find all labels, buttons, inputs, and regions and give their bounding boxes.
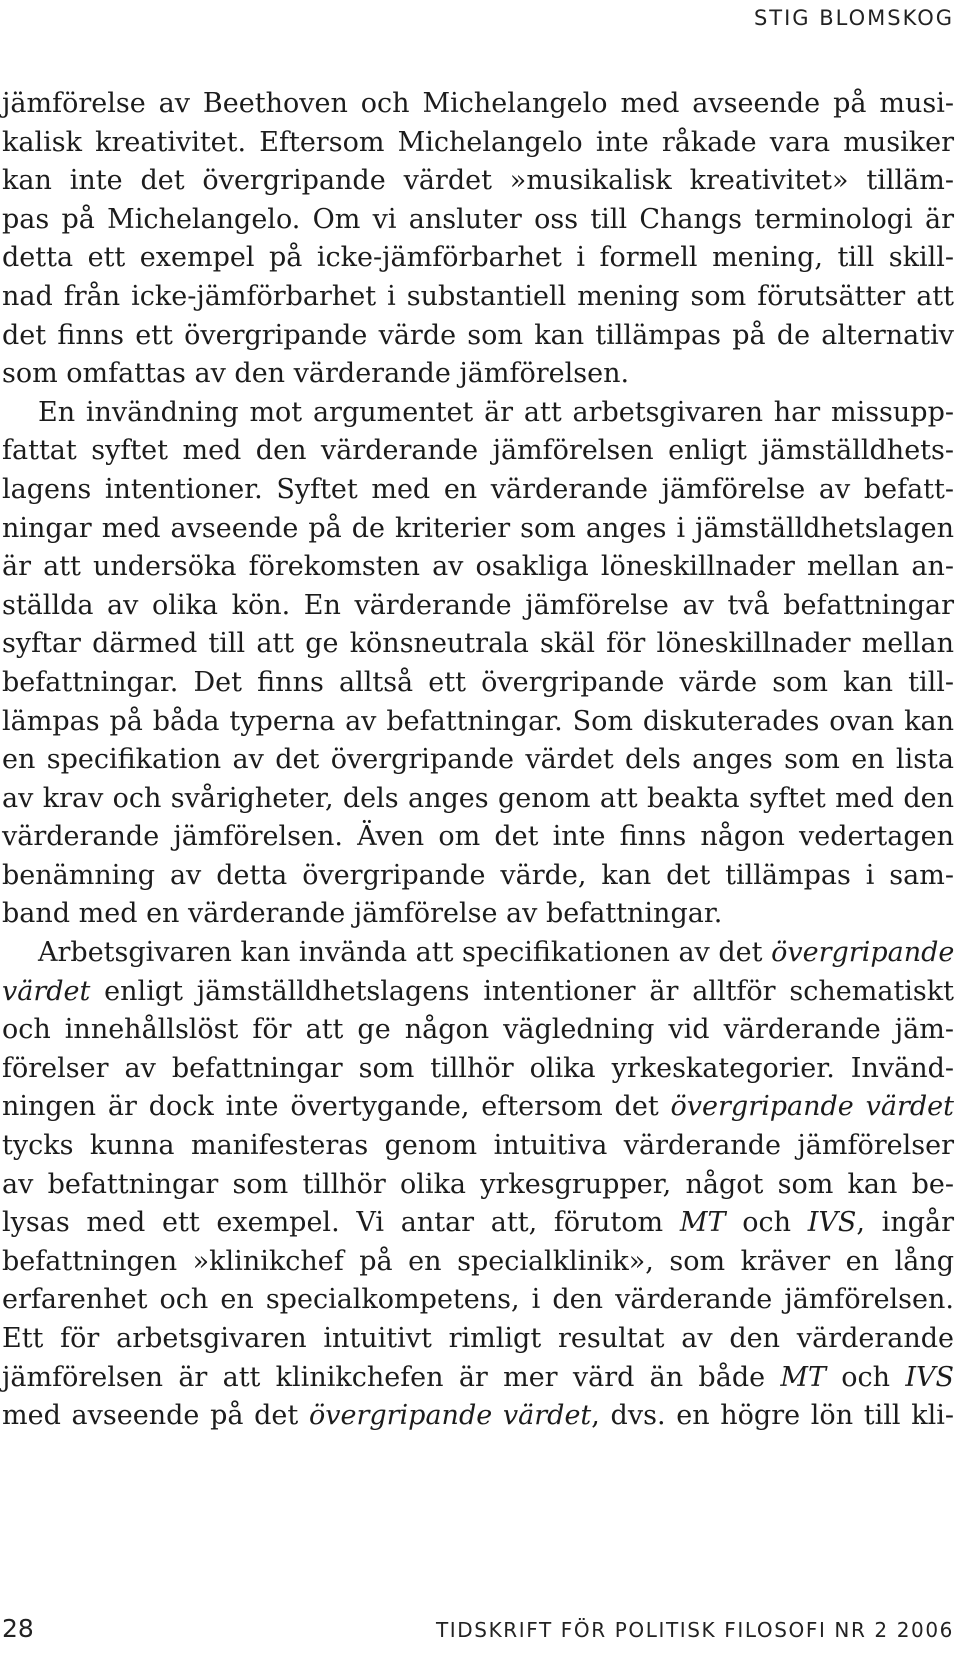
text-line: förelser av befattningar som tillhör olika yrkeskategorier. Invänd- — [2, 1052, 954, 1084]
text-line: detta ett exempel på icke-jämförbarhet i formell mening, till skill- — [2, 242, 954, 274]
italic-text: MT — [780, 1361, 827, 1393]
text-line: band med en värderande jämförelse av befattningar. — [2, 898, 723, 930]
italic-text: IVS — [905, 1361, 954, 1393]
text-line: är att undersöka förekomsten av osakliga löneskillnader mellan an- — [2, 551, 954, 583]
running-head: STIG BLOMSKOG — [753, 6, 954, 30]
text-line: en specifikation av det övergripande värdet dels anges som en lista — [2, 744, 954, 776]
text-line: det finns ett övergripande värde som kan tillämpas på de alternativ — [2, 319, 954, 351]
italic-text: övergripande — [771, 937, 955, 969]
text-line: tycks kunna manifesteras genom intuitiva värderande jämförelser — [2, 1130, 954, 1162]
text-segment: , ingår — [856, 1207, 954, 1239]
text-line: befattningen »klinikchef på en specialklinik», som kräver en lång — [2, 1245, 954, 1277]
text-segment: lysas med ett exempel. Vi antar att, förutom — [2, 1207, 680, 1239]
page-number: 28 — [2, 1614, 34, 1643]
body-text — [2, 85, 954, 1436]
text-line: syftar därmed till att ge könsneutrala skäl för löneskillnader mellan — [2, 628, 954, 660]
text-line: befattningar. Det finns alltså ett övergripande värde som kan till- — [2, 666, 954, 698]
text-line: En invändning mot argumentet är att arbetsgivaren har missupp- — [38, 396, 954, 428]
text-line: benämning av detta övergripande värde, kan det tillämpas i sam- — [2, 859, 954, 891]
text-line: kan inte det övergripande värdet »musikalisk kreativitet» tilläm- — [2, 165, 954, 197]
text-line: fattat syftet med den värderande jämförelsen enligt jämställdhets- — [2, 435, 954, 467]
text-line: av krav och svårigheter, dels anges genom att beakta syftet med den — [2, 782, 954, 814]
text-line: lämpas på båda typerna av befattningar. Som diskuterades ovan kan — [2, 705, 954, 737]
text-line: värderande jämförelsen. Även om det inte finns någon vedertagen — [2, 821, 954, 853]
text-line — [2, 1204, 954, 1243]
text-segment: med avseende på det — [2, 1400, 309, 1432]
text-segment: Arbetsgivaren kan invända att specifikationen av det — [38, 937, 772, 969]
text-segment: ningen är dock inte övertygande, eftersom det — [2, 1091, 671, 1123]
text-line: kalisk kreativitet. Eftersom Michelangelo inte råkade vara musiker — [2, 126, 954, 158]
text-segment: , dvs. en högre lön till kli- — [591, 1400, 954, 1432]
text-line: nad från icke-jämförbarhet i substantiell mening som förutsätter att — [2, 280, 954, 312]
italic-text: IVS — [807, 1207, 857, 1239]
text-segment: jämförelsen är att klinikchefen är mer värd än både — [2, 1361, 781, 1393]
text-line: lagens intentioner. Syftet med en värderande jämförelse av befatt- — [2, 473, 954, 505]
italic-text: MT — [679, 1207, 726, 1239]
text-line — [2, 934, 954, 973]
text-line: pas på Michelangelo. Om vi ansluter oss till Changs terminologi är — [2, 203, 954, 235]
text-line — [2, 1088, 954, 1127]
italic-text: övergripande värdet — [308, 1400, 592, 1432]
italic-text: värdet — [2, 975, 91, 1007]
text-line: och innehållslöst för att ge någon vägledning vid värderande jäm- — [2, 1014, 954, 1046]
text-line: ställda av olika kön. En värderande jämförelse av två befattningar — [2, 589, 954, 621]
text-line: jämförelse av Beethoven och Michelangelo med avseende på musi- — [2, 88, 954, 119]
text-line: som omfattas av den värderande jämförelsen. — [2, 358, 630, 390]
italic-text: övergripande värdet — [670, 1091, 954, 1123]
text-line — [2, 973, 954, 1012]
text-segment: och — [725, 1207, 808, 1239]
text-line: ningar med avseende på de kriterier som anges i jämställdhetslagen — [2, 512, 954, 544]
text-line — [2, 1359, 954, 1398]
text-line: av befattningar som tillhör olika yrkesgrupper, något som kan be- — [2, 1168, 954, 1200]
text-line — [2, 1397, 954, 1436]
journal-footer: TIDSKRIFT FÖR POLITISK FILOSOFI NR 2 2006 — [435, 1618, 954, 1642]
text-line: erfarenhet och en specialkompetens, i den värderande jämförelsen. — [2, 1284, 954, 1316]
text-segment: och — [826, 1361, 906, 1393]
text-line: Ett för arbetsgivaren intuitivt rimligt resultat av den värderande — [2, 1323, 954, 1354]
text-segment: enligt jämställdhetslagens intentioner är alltför schematiskt — [90, 975, 954, 1007]
